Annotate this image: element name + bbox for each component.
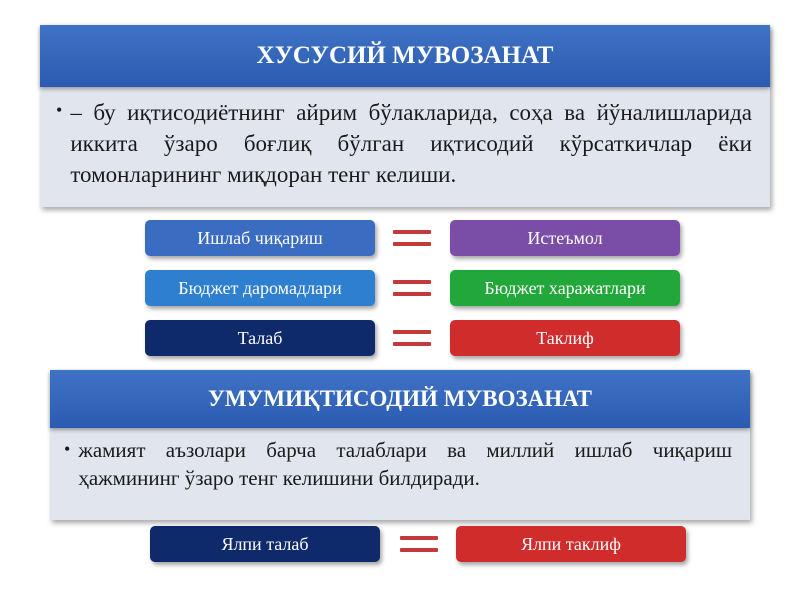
general-pair-left: Ялпи талаб (150, 526, 380, 562)
equals-icon (393, 330, 431, 346)
pair-2-left: Бюджет даромадлари (145, 270, 375, 306)
bullet-icon: • (64, 439, 71, 459)
general-pair-right: Ялпи таклиф (456, 526, 686, 562)
equals-icon (393, 230, 431, 246)
private-balance-body (40, 97, 770, 190)
pair-3-right: Таклиф (450, 320, 680, 356)
general-balance-body (50, 436, 750, 492)
private-balance-title: ХУСУСИЙ МУВОЗАНАТ (40, 25, 770, 87)
equals-icon (393, 280, 431, 296)
equals-icon (400, 536, 438, 552)
pair-2-right: Бюджет харажатлари (450, 270, 680, 306)
private-balance-panel (40, 25, 770, 207)
general-balance-panel (50, 370, 750, 520)
pair-1-left: Ишлаб чиқариш (145, 220, 375, 256)
general-balance-definition: жамият аъзолари барча талаблари ва миллий ишлаб чиқариш ҳажмининг ўзаро тенг келишини билдиради. (78, 438, 732, 490)
general-balance-bullet (64, 436, 732, 492)
general-balance-title: УМУМИҚТИСОДИЙ МУВОЗАНАТ (50, 370, 750, 428)
pair-3-left: Талаб (145, 320, 375, 356)
private-balance-definition: – бу иқтисодиётнинг айрим бўлакларида, соҳа ва йўналишларида иккита ўзаро боғлиқ бўлган иқтисодий кўрсаткичлар ёки томонларининг миқдоран тенг келиши. (70, 100, 752, 187)
private-balance-bullet (56, 97, 752, 190)
bullet-icon: • (56, 100, 63, 120)
pair-1-right: Истеъмол (450, 220, 680, 256)
